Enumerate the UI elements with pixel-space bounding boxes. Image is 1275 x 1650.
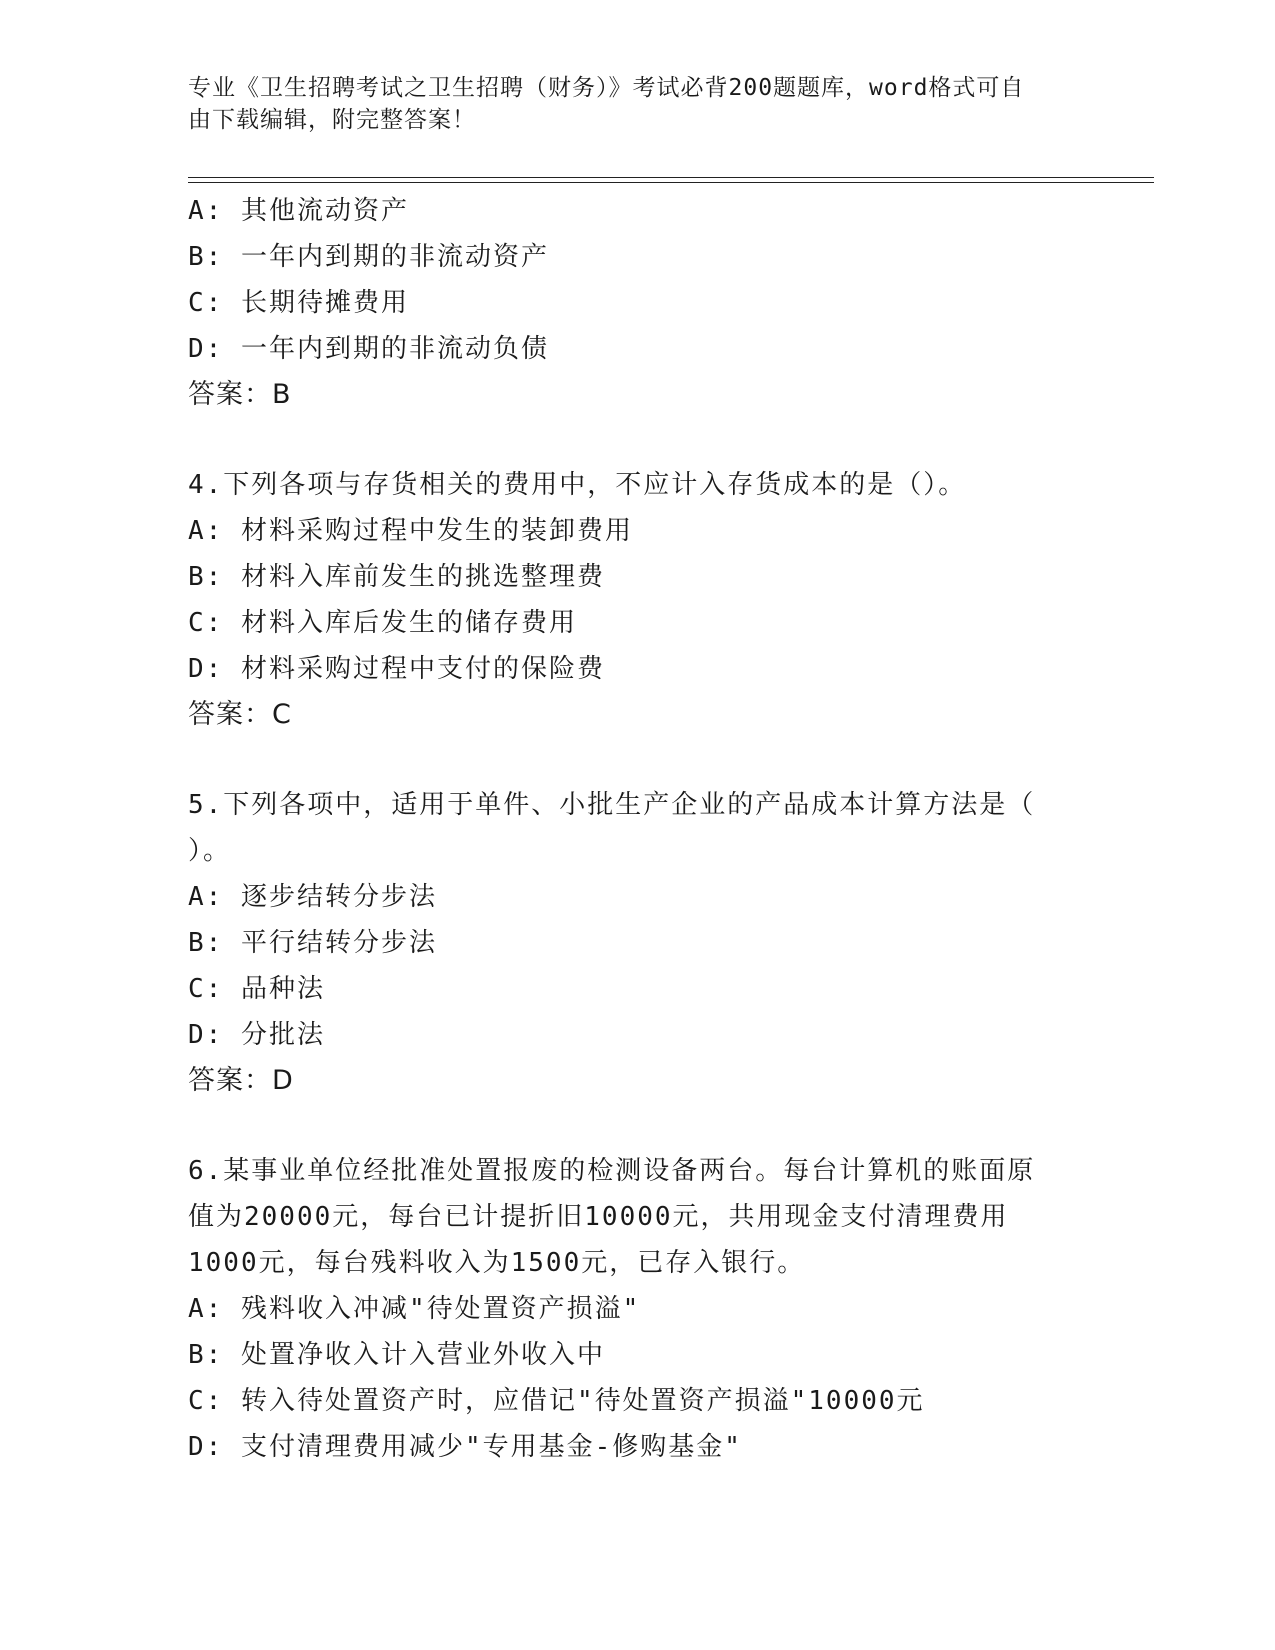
header-divider-bottom <box>188 182 1154 183</box>
question-line: 值为20000元，每台已计提折旧10000元，共用现金支付清理费用 <box>188 1202 1009 1232</box>
option-a: A: 残料收入冲减"待处置资产损溢" <box>188 1294 641 1324</box>
question-line: 6.某事业单位经批准处置报废的检测设备两台。每台计算机的账面原 <box>188 1156 1036 1186</box>
answer-label: 答案：D <box>188 1065 294 1096</box>
question-list <box>188 188 1068 1470</box>
question-block-5 <box>188 782 1068 1104</box>
option-c: C: 材料入库后发生的储存费用 <box>188 608 577 638</box>
header-line-1: 专业《卫生招聘考试之卫生招聘（财务）》考试必背200题题库，word格式可自 <box>188 75 1025 101</box>
option-b: B: 一年内到期的非流动资产 <box>188 242 549 272</box>
option-b: B: 平行结转分步法 <box>188 928 437 958</box>
option-d: D: 一年内到期的非流动负债 <box>188 334 549 364</box>
option-d: D: 支付清理费用减少"专用基金-修购基金" <box>188 1432 742 1462</box>
option-d: D: 材料采购过程中支付的保险费 <box>188 654 605 684</box>
answer-label: 答案：B <box>188 379 292 410</box>
option-c: C: 转入待处置资产时，应借记"待处置资产损溢"10000元 <box>188 1386 925 1416</box>
option-a: A: 逐步结转分步法 <box>188 882 437 912</box>
question-line: 5.下列各项中，适用于单件、小批生产企业的产品成本计算方法是（ <box>188 790 1036 820</box>
document-header <box>188 72 1068 136</box>
question-block-6 <box>188 1148 1068 1470</box>
option-b: B: 材料入库前发生的挑选整理费 <box>188 562 605 592</box>
answer-label: 答案：C <box>188 699 292 730</box>
question-text <box>188 782 1068 874</box>
option-a: A: 其他流动资产 <box>188 196 409 226</box>
option-b: B: 处置净收入计入营业外收入中 <box>188 1340 605 1370</box>
question-block-3 <box>188 188 1068 418</box>
question-block-4 <box>188 462 1068 738</box>
question-line: ）。 <box>188 836 232 866</box>
option-d: D: 分批法 <box>188 1020 325 1050</box>
question-text <box>188 462 1068 508</box>
question-line: 1000元，每台残料收入为1500元，已存入银行。 <box>188 1248 806 1278</box>
option-c: C: 长期待摊费用 <box>188 288 409 318</box>
header-line-2: 由下载编辑，附完整答案！ <box>188 107 476 133</box>
question-text <box>188 1148 1068 1286</box>
question-line: 4.下列各项与存货相关的费用中，不应计入存货成本的是（）。 <box>188 470 967 500</box>
header-divider-top <box>188 177 1154 178</box>
option-a: A: 材料采购过程中发生的装卸费用 <box>188 516 633 546</box>
option-c: C: 品种法 <box>188 974 325 1004</box>
